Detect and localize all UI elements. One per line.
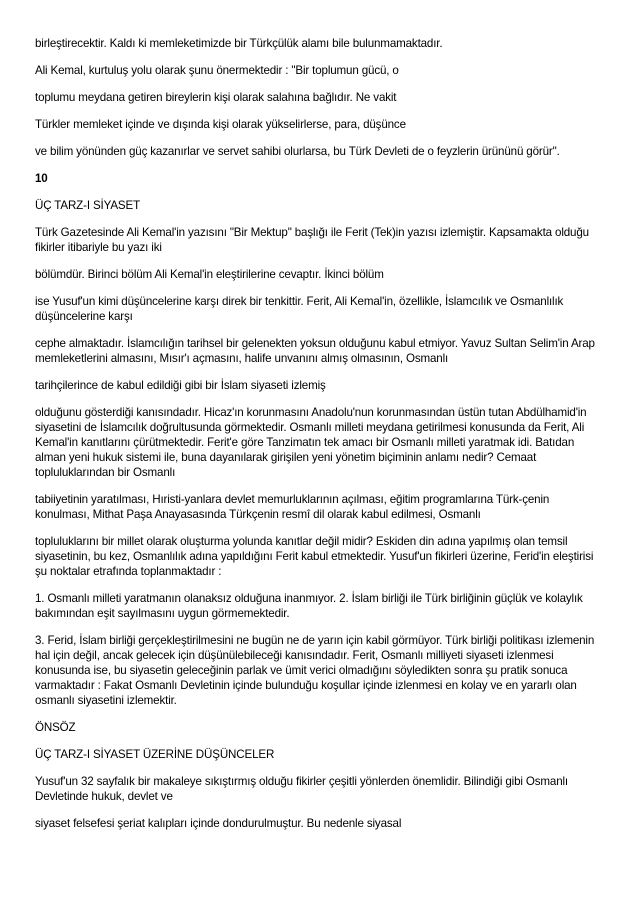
paragraph: tarihçilerince de kabul edildiği gibi bir İslam siyaseti izlemiş (35, 379, 326, 392)
paragraph: Türk Gazetesinde Ali Kemal'in yazısını "Bir Mektup" başlığı ile Ferit (Tek)in yazısı izlemiştir. Kapsamakta olduğu fikirler itibariyle bu yazı iki (35, 226, 589, 254)
section-heading: ÖNSÖZ (35, 721, 76, 734)
paragraph: siyaset felsefesi şeriat kalıpları içinde dondurulmuştur. Bu nedenle siyasal (35, 817, 402, 830)
section-heading: ÜÇ TARZ-I SİYASET (35, 199, 141, 212)
paragraph: Yusuf'un 32 sayfalık bir makaleye sıkıştırmış olduğu fikirler çeşitli yönlerden önemlidir. Bilindiği gibi Osmanlı Devletinde hukuk, devlet ve (35, 775, 568, 803)
paragraph: tabiiyetinin yaratılması, Hıristi-yanlara devlet memurluklarının açılması, eğitim programlarına Türk-çenin konulması, Mithat Paşa Anayasasında Türkçenin resmî dil olarak kabul edilmesi, Osmanlı (35, 493, 550, 521)
section-heading: ÜÇ TARZ-I SİYASET ÜZERİNE DÜŞÜNCELER (35, 748, 275, 761)
paragraph: cephe almaktadır. İslamcılığın tarihsel bir gelenekten yoksun olduğunu kabul etmiyor. Yavuz Sultan Selim'in Arap memleketlerini almasını, Mısır'ı açmasını, halife unvanını almış olmasının, Osmanlı (35, 337, 595, 365)
paragraph: ve bilim yönünden güç kazanırlar ve servet sahibi olurlarsa, bu Türk Devleti de o feyzlerin ürününü görür". (35, 145, 560, 158)
paragraph: 3. Ferid, İslam birliği gerçekleştirilmesini ne bugün ne de yarın için kabil görmüyor. Türk birliği politikası izlemenin hal için değil, ancak gelecek için düşünülebileceği kanısındadır. Ferit, Osmanlı milliyeti siyaseti izlenmesi konusunda ise, bu siyasetin geleceğinin parlak ve ümit verici olmadığını söyledikten sonra şu pratik sonuca varmaktadır : Fakat Osmanlı Devletinin içinde bulunduğu koşullar içinde izlenmesi en kolay ve en yararlı olan osmanlı siyasetini izlemektir. (35, 634, 595, 707)
paragraph: Ali Kemal, kurtuluş yolu olarak şunu önermektedir : "Bir toplumun gücü, o (35, 64, 399, 77)
page-number-heading: 10 (35, 172, 48, 185)
paragraph: 1. Osmanlı milleti yaratmanın olanaksız olduğuna inanmıyor. 2. İslam birliği ile Türk birliğinin güçlük ve kolaylık bakımından eşit sayılmasını uygun görmemektedir. (35, 592, 583, 620)
document-page (35, 36, 605, 843)
paragraph: olduğunu gösterdiği kanısındadır. Hicaz'ın korunmasını Anadolu'nun korunmasından üstün tutan Abdülhamid'in siyasetini de İslamcılık doğrultusunda görmektedir. Osmanlı milleti meydana getirilmesi konusunda da Ferit, Ali Kemal'in kanıtlarını çürütmektedir. Ferit'e göre Tanzimatın tek amacı bir Osmanlı milleti yaratmak idi. Batıdan alman yeni hukuk sistemi ile, buna dayanılarak girişilen yeni yönetim biçiminin anlamı nedir? Cemaat topluluklarından bir Osmanlı (35, 406, 587, 479)
paragraph: ise Yusuf'un kimi düşüncelerine karşı direk bir tenkittir. Ferit, Ali Kemal'in, özellikle, İslamcılık ve Osmanlılık düşüncelerine karşı (35, 295, 564, 323)
paragraph: toplumu meydana getiren bireylerin kişi olarak salahına bağlıdır. Ne vakit (35, 91, 397, 104)
paragraph: bölümdür. Birinci bölüm Ali Kemal'in eleştirilerine cevaptır. İkinci bölüm (35, 268, 384, 281)
paragraph: Türkler memleket içinde ve dışında kişi olarak yükselirlerse, para, düşünce (35, 118, 406, 131)
paragraph: birleştirecektir. Kaldı ki memleketimizde bir Türkçülük alamı bile bulunmamaktadır. (35, 37, 443, 50)
paragraph: topluluklarını bir millet olarak oluşturma yolunda kanıtlar değil midir? Eskiden din adına yapılmış olan temsil siyasetinin, bu kez, Osmanlılık adına yapıldığını Ferit kabul etmektedir. Yusuf'un fikirleri üzerine, Ferid'in eleştirisi şu noktalar etrafında toplanmaktadır : (35, 535, 594, 578)
